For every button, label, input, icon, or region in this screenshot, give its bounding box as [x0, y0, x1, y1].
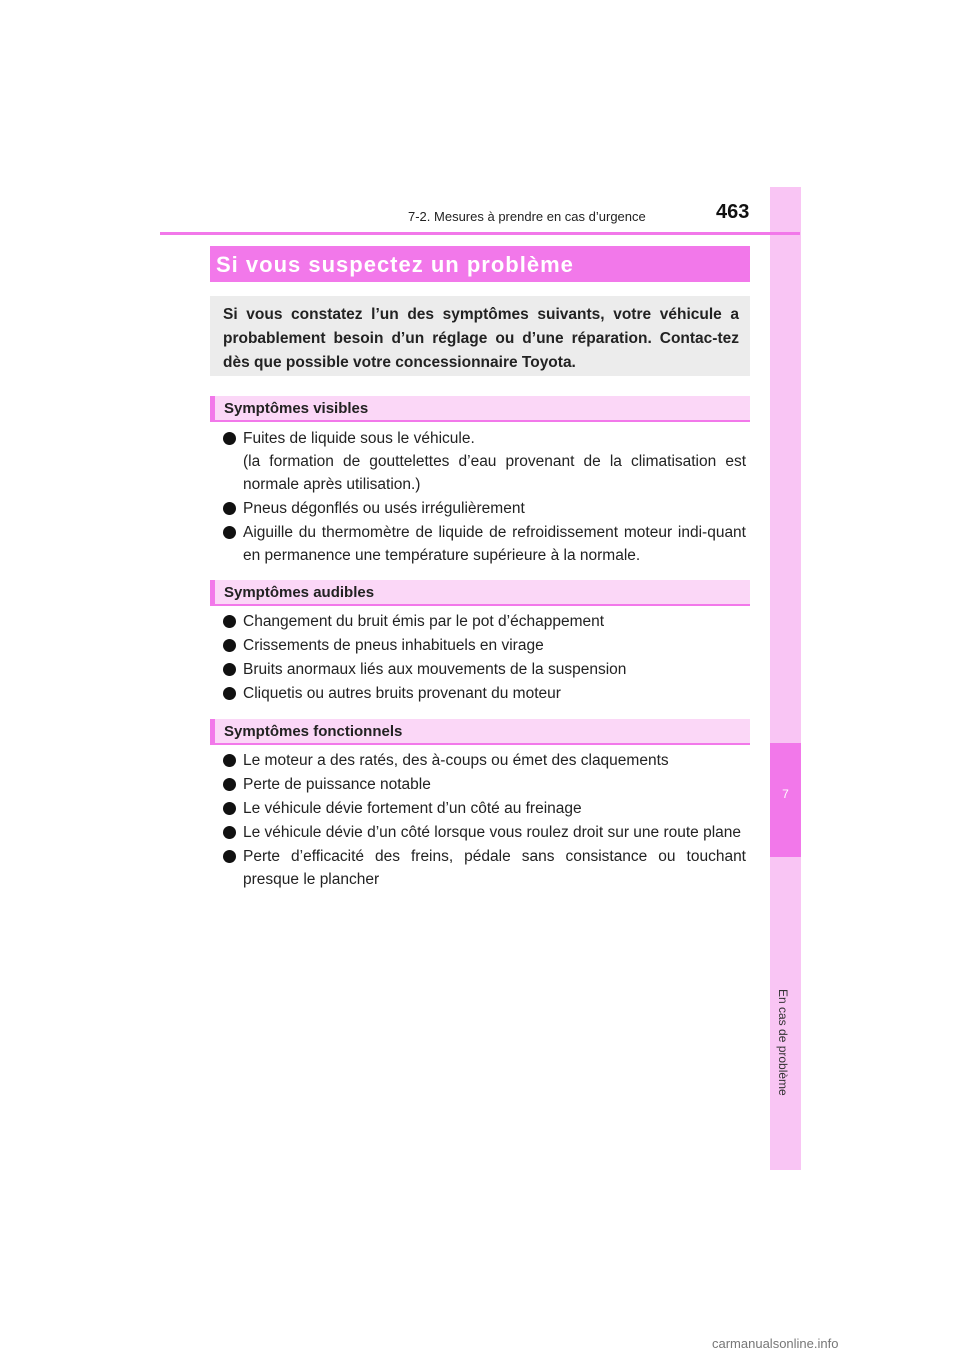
list-item: Bruits anormaux liés aux mouvements de la suspension — [221, 658, 746, 681]
chapter-number: 7 — [782, 787, 789, 801]
bullet-icon — [223, 615, 236, 628]
list-item: Aiguille du thermomètre de liquide de refroidissement moteur indi-quant en permanence une température supérieure à la normale. — [221, 521, 746, 567]
bullet-icon — [223, 826, 236, 839]
list-item: Le véhicule dévie fortement d’un côté au freinage — [221, 797, 746, 820]
page-title: Si vous suspectez un problème — [216, 252, 574, 277]
subheading-visible-symptoms — [210, 396, 750, 422]
bullet-icon — [223, 754, 236, 767]
bullet-icon — [223, 802, 236, 815]
subheading-label: Symptômes audibles — [224, 584, 375, 601]
bullet-icon — [223, 432, 236, 445]
list-item: Le véhicule dévie d’un côté lorsque vous roulez droit sur une route plane — [221, 821, 746, 844]
list-item: Crissements de pneus inhabituels en virage — [221, 634, 746, 657]
header-divider — [160, 232, 800, 235]
subheading-audible-symptoms — [210, 580, 750, 606]
chapter-title: En cas de problème — [776, 989, 790, 1096]
list-item: Le moteur a des ratés, des à-coups ou émet des claquements — [221, 749, 746, 772]
list-item: Pneus dégonflés ou usés irrégulièrement — [221, 497, 746, 520]
intro-text: Si vous constatez l’un des symptômes suivants, votre véhicule a probablement besoin d’un réglage ou d’une réparation. Contac-tez dès que possible votre concessionnaire Toyota. — [223, 306, 739, 371]
chapter-side-tab — [770, 187, 801, 1170]
bullet-icon — [223, 778, 236, 791]
list-item: Changement du bruit émis par le pot d’échappement — [221, 610, 746, 633]
bullet-icon — [223, 639, 236, 652]
visible-symptoms-list — [221, 427, 746, 568]
watermark: carmanualsonline.info — [712, 1336, 839, 1351]
bullet-icon — [223, 663, 236, 676]
list-item: Cliquetis ou autres bruits provenant du moteur — [221, 682, 746, 705]
subheading-label: Symptômes fonctionnels — [224, 723, 403, 740]
list-item: Fuites de liquide sous le véhicule. (la formation de gouttelettes d’eau provenant de la climatisation est normale après utilisation.) — [221, 427, 746, 496]
audible-symptoms-list — [221, 610, 746, 706]
page-title-bar — [210, 246, 750, 282]
bullet-icon — [223, 502, 236, 515]
bullet-icon — [223, 526, 236, 539]
bullet-icon — [223, 850, 236, 863]
bullet-icon — [223, 687, 236, 700]
section-header: 7-2. Mesures à prendre en cas d’urgence — [408, 209, 646, 224]
page-number: 463 — [716, 201, 750, 223]
subheading-label: Symptômes visibles — [224, 400, 369, 417]
list-item: Perte de puissance notable — [221, 773, 746, 796]
subheading-functional-symptoms — [210, 719, 750, 745]
functional-symptoms-list — [221, 749, 746, 892]
intro-box — [210, 296, 750, 376]
list-item: Perte d’efficacité des freins, pédale sans consistance ou touchant presque le plancher — [221, 845, 746, 891]
